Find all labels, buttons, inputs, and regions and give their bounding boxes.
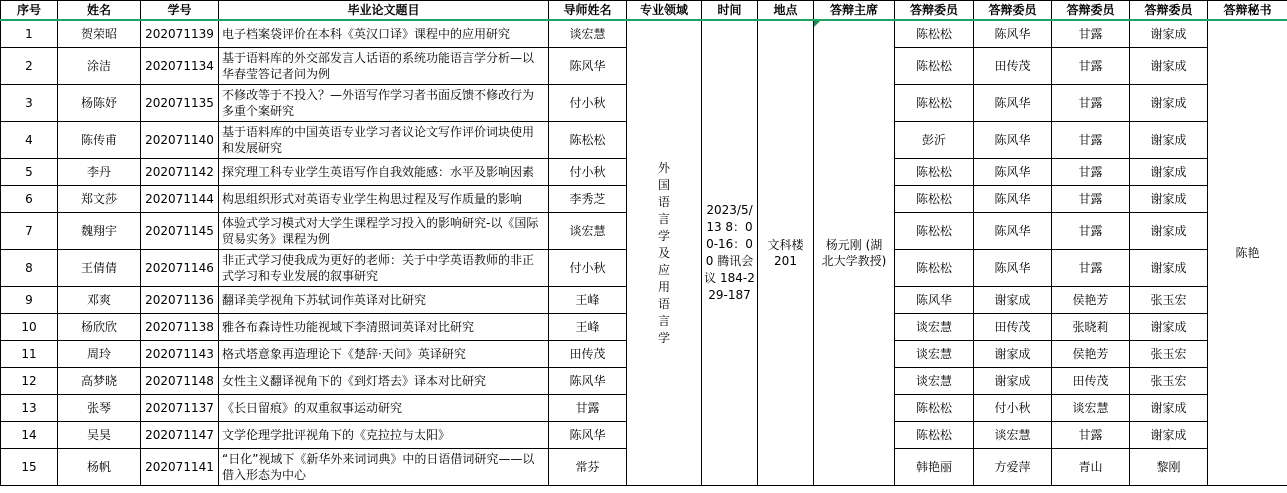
cell-committee-2[interactable]: 谢家成 xyxy=(974,341,1052,368)
cell-committee-4[interactable]: 谢家成 xyxy=(1130,186,1208,213)
cell-seq[interactable]: 4 xyxy=(1,122,58,159)
cell-name[interactable]: 杨陈妤 xyxy=(58,85,141,122)
cell-seq[interactable]: 2 xyxy=(1,48,58,85)
cell-advisor[interactable]: 王峰 xyxy=(549,287,627,314)
cell-time[interactable]: 2023/5/13 8：00-16：00 腾讯会议 184-229-187 xyxy=(702,20,758,486)
cell-student-id[interactable]: 202071135 xyxy=(141,85,219,122)
cell-committee-3[interactable]: 张晓莉 xyxy=(1052,314,1130,341)
field-vertical-text[interactable]: 外国语言学及应用语言学 xyxy=(658,160,671,345)
cell-advisor[interactable]: 谈宏慧 xyxy=(549,213,627,250)
cell-committee-1[interactable]: 谈宏慧 xyxy=(895,341,974,368)
cell-committee-4[interactable]: 谢家成 xyxy=(1130,314,1208,341)
cell-student-id[interactable]: 202071146 xyxy=(141,250,219,287)
cell-chair[interactable] xyxy=(814,20,895,486)
cell-name[interactable]: 李丹 xyxy=(58,159,141,186)
cell-student-id[interactable]: 202071148 xyxy=(141,368,219,395)
cell-advisor[interactable]: 陈风华 xyxy=(549,368,627,395)
cell-seq[interactable]: 15 xyxy=(1,449,58,486)
header-committee-1[interactable]: 答辩委员 xyxy=(895,1,974,21)
header-seq[interactable]: 序号 xyxy=(1,1,58,21)
cell-committee-2[interactable]: 陈风华 xyxy=(974,20,1052,48)
cell-thesis-title[interactable]: 不修改等于不投入？—外语写作学习者书面反馈不修改行为多重个案研究 xyxy=(219,85,549,122)
cell-thesis-title[interactable]: 翻译美学视角下苏轼词作英译对比研究 xyxy=(219,287,549,314)
cell-seq[interactable]: 8 xyxy=(1,250,58,287)
cell-seq[interactable]: 10 xyxy=(1,314,58,341)
cell-advisor[interactable]: 谈宏慧 xyxy=(549,20,627,48)
cell-committee-1[interactable]: 陈松松 xyxy=(895,85,974,122)
cell-name[interactable]: 王倩倩 xyxy=(58,250,141,287)
cell-committee-1[interactable]: 陈松松 xyxy=(895,20,974,48)
cell-committee-4[interactable]: 张玉宏 xyxy=(1130,368,1208,395)
cell-committee-4[interactable]: 谢家成 xyxy=(1130,20,1208,48)
cell-seq[interactable]: 1 xyxy=(1,20,58,48)
cell-advisor[interactable]: 陈风华 xyxy=(549,422,627,449)
cell-thesis-title[interactable]: 女性主义翻译视角下的《到灯塔去》译本对比研究 xyxy=(219,368,549,395)
cell-committee-1[interactable]: 陈松松 xyxy=(895,422,974,449)
cell-committee-4[interactable]: 谢家成 xyxy=(1130,395,1208,422)
cell-name[interactable]: 涂洁 xyxy=(58,48,141,85)
cell-committee-1[interactable]: 谈宏慧 xyxy=(895,314,974,341)
cell-committee-4[interactable]: 谢家成 xyxy=(1130,122,1208,159)
cell-advisor[interactable]: 付小秋 xyxy=(549,85,627,122)
header-thesis-title[interactable]: 毕业论文题目 xyxy=(219,1,549,21)
cell-committee-4[interactable]: 黎刚 xyxy=(1130,449,1208,486)
cell-committee-4[interactable]: 谢家成 xyxy=(1130,422,1208,449)
cell-committee-1[interactable]: 彭沂 xyxy=(895,122,974,159)
cell-advisor[interactable]: 田传茂 xyxy=(549,341,627,368)
cell-advisor[interactable]: 付小秋 xyxy=(549,159,627,186)
cell-thesis-title[interactable]: 电子档案袋评价在本科《英汉口译》课程中的应用研究 xyxy=(219,20,549,48)
cell-committee-4[interactable]: 谢家成 xyxy=(1130,213,1208,250)
header-committee-3[interactable]: 答辩委员 xyxy=(1052,1,1130,21)
cell-student-id[interactable]: 202071139 xyxy=(141,20,219,48)
cell-committee-2[interactable]: 田传茂 xyxy=(974,48,1052,85)
cell-name[interactable]: 张琴 xyxy=(58,395,141,422)
cell-seq[interactable]: 6 xyxy=(1,186,58,213)
cell-student-id[interactable]: 202071145 xyxy=(141,213,219,250)
cell-advisor[interactable]: 王峰 xyxy=(549,314,627,341)
cell-committee-2[interactable]: 陈风华 xyxy=(974,213,1052,250)
cell-committee-3[interactable]: 青山 xyxy=(1052,449,1130,486)
cell-name[interactable]: 高梦晓 xyxy=(58,368,141,395)
cell-thesis-title[interactable]: 基于语料库的外交部发言人话语的系统功能语言学分析—以华春莹答记者问为例 xyxy=(219,48,549,85)
cell-name[interactable]: 杨欣欣 xyxy=(58,314,141,341)
cell-committee-2[interactable]: 陈风华 xyxy=(974,250,1052,287)
cell-committee-3[interactable]: 甘露 xyxy=(1052,250,1130,287)
cell-advisor[interactable]: 甘露 xyxy=(549,395,627,422)
cell-committee-2[interactable]: 陈风华 xyxy=(974,159,1052,186)
cell-comment-flag-icon xyxy=(814,21,820,27)
cell-student-id[interactable]: 202071142 xyxy=(141,159,219,186)
cell-committee-3[interactable]: 甘露 xyxy=(1052,213,1130,250)
header-student-id[interactable]: 学号 xyxy=(141,1,219,21)
cell-committee-4[interactable]: 张玉宏 xyxy=(1130,287,1208,314)
cell-committee-2[interactable]: 田传茂 xyxy=(974,314,1052,341)
cell-committee-4[interactable]: 谢家成 xyxy=(1130,250,1208,287)
cell-committee-1[interactable]: 陈松松 xyxy=(895,186,974,213)
cell-thesis-title[interactable]: 构思组织形式对英语专业学生构思过程及写作质量的影响 xyxy=(219,186,549,213)
cell-student-id[interactable]: 202071147 xyxy=(141,422,219,449)
cell-name[interactable]: 郑文莎 xyxy=(58,186,141,213)
cell-committee-3[interactable]: 甘露 xyxy=(1052,422,1130,449)
cell-thesis-title[interactable]: 雅各布森诗性功能视域下李清照词英译对比研究 xyxy=(219,314,549,341)
cell-committee-1[interactable]: 陈松松 xyxy=(895,395,974,422)
header-time[interactable]: 时间 xyxy=(702,1,758,21)
cell-secretary[interactable]: 陈艳 xyxy=(1208,20,1287,486)
cell-name[interactable]: 贺荣昭 xyxy=(58,20,141,48)
cell-location[interactable]: 文科楼201 xyxy=(758,20,814,486)
cell-advisor[interactable]: 李秀芝 xyxy=(549,186,627,213)
cell-advisor[interactable]: 付小秋 xyxy=(549,250,627,287)
cell-student-id[interactable]: 202071136 xyxy=(141,287,219,314)
cell-committee-4[interactable]: 张玉宏 xyxy=(1130,341,1208,368)
header-secretary[interactable]: 答辩秘书 xyxy=(1208,1,1287,21)
header-name[interactable]: 姓名 xyxy=(58,1,141,21)
cell-committee-2[interactable]: 方爱萍 xyxy=(974,449,1052,486)
cell-student-id[interactable]: 202071141 xyxy=(141,449,219,486)
cell-thesis-title[interactable]: 体验式学习模式对大学生课程学习投入的影响研究-以《国际贸易实务》课程为例 xyxy=(219,213,549,250)
cell-committee-3[interactable]: 甘露 xyxy=(1052,186,1130,213)
cell-committee-2[interactable]: 陈风华 xyxy=(974,85,1052,122)
cell-committee-3[interactable]: 侯艳芳 xyxy=(1052,341,1130,368)
header-row xyxy=(1,1,1287,21)
cell-thesis-title[interactable]: 非正式学习使我成为更好的老师：关于中学英语教师的非正式学习和专业发展的叙事研究 xyxy=(219,250,549,287)
header-committee-2[interactable]: 答辩委员 xyxy=(974,1,1052,21)
cell-committee-1[interactable]: 陈风华 xyxy=(895,287,974,314)
cell-name[interactable]: 杨帆 xyxy=(58,449,141,486)
chair-text[interactable]: 杨元刚 (湖北大学教授) xyxy=(821,238,887,268)
cell-thesis-title[interactable]: 《长日留痕》的双重叙事运动研究 xyxy=(219,395,549,422)
cell-name[interactable]: 周玲 xyxy=(58,341,141,368)
cell-thesis-title[interactable]: 基于语料库的中国英语专业学习者议论文写作评价词块使用和发展研究 xyxy=(219,122,549,159)
cell-advisor[interactable]: 陈松松 xyxy=(549,122,627,159)
cell-student-id[interactable]: 202071138 xyxy=(141,314,219,341)
cell-student-id[interactable]: 202071137 xyxy=(141,395,219,422)
header-row xyxy=(1,1,1287,21)
cell-name[interactable]: 吴昊 xyxy=(58,422,141,449)
cell-seq[interactable]: 3 xyxy=(1,85,58,122)
cell-name[interactable]: 魏翔宇 xyxy=(58,213,141,250)
cell-committee-2[interactable]: 陈风华 xyxy=(974,122,1052,159)
cell-advisor[interactable]: 常芬 xyxy=(549,449,627,486)
cell-student-id[interactable]: 202071143 xyxy=(141,341,219,368)
cell-committee-3[interactable]: 甘露 xyxy=(1052,159,1130,186)
cell-committee-1[interactable]: 谈宏慧 xyxy=(895,368,974,395)
cell-seq[interactable]: 9 xyxy=(1,287,58,314)
cell-committee-1[interactable]: 韩艳丽 xyxy=(895,449,974,486)
cell-student-id[interactable]: 202071134 xyxy=(141,48,219,85)
cell-committee-1[interactable]: 陈松松 xyxy=(895,250,974,287)
cell-committee-2[interactable]: 陈风华 xyxy=(974,186,1052,213)
cell-committee-3[interactable]: 甘露 xyxy=(1052,48,1130,85)
header-committee-4[interactable]: 答辩委员 xyxy=(1130,1,1208,21)
cell-seq[interactable]: 7 xyxy=(1,213,58,250)
cell-committee-4[interactable]: 谢家成 xyxy=(1130,85,1208,122)
cell-seq[interactable]: 13 xyxy=(1,395,58,422)
cell-thesis-title[interactable]: 探究理工科专业学生英语写作自我效能感：水平及影响因素 xyxy=(219,159,549,186)
header-field[interactable]: 专业领域 xyxy=(627,1,702,21)
header-location[interactable]: 地点 xyxy=(758,1,814,21)
cell-committee-1[interactable]: 陈松松 xyxy=(895,213,974,250)
cell-thesis-title[interactable]: 文学伦理学批评视角下的《克拉拉与太阳》 xyxy=(219,422,549,449)
header-advisor[interactable]: 导师姓名 xyxy=(549,1,627,21)
cell-committee-3[interactable]: 甘露 xyxy=(1052,85,1130,122)
cell-committee-3[interactable]: 甘露 xyxy=(1052,122,1130,159)
cell-thesis-title[interactable]: 格式塔意象再造理论下《楚辞·天问》英译研究 xyxy=(219,341,549,368)
cell-seq[interactable]: 5 xyxy=(1,159,58,186)
cell-committee-4[interactable]: 谢家成 xyxy=(1130,159,1208,186)
cell-committee-3[interactable]: 甘露 xyxy=(1052,20,1130,48)
cell-committee-2[interactable]: 谈宏慧 xyxy=(974,422,1052,449)
cell-committee-1[interactable]: 陈松松 xyxy=(895,159,974,186)
cell-name[interactable]: 陈传甫 xyxy=(58,122,141,159)
cell-committee-1[interactable]: 陈松松 xyxy=(895,48,974,85)
cell-committee-3[interactable]: 侯艳芳 xyxy=(1052,287,1130,314)
cell-name[interactable]: 邓爽 xyxy=(58,287,141,314)
cell-thesis-title[interactable]: “日化”视域下《新华外来词词典》中的日语借词研究——以借入形态为中心 xyxy=(219,449,549,486)
cell-student-id[interactable]: 202071144 xyxy=(141,186,219,213)
cell-committee-4[interactable]: 谢家成 xyxy=(1130,48,1208,85)
cell-committee-2[interactable]: 谢家成 xyxy=(974,287,1052,314)
cell-student-id[interactable]: 202071140 xyxy=(141,122,219,159)
cell-committee-3[interactable]: 谈宏慧 xyxy=(1052,395,1130,422)
cell-seq[interactable]: 14 xyxy=(1,422,58,449)
cell-seq[interactable]: 11 xyxy=(1,341,58,368)
cell-committee-2[interactable]: 谢家成 xyxy=(974,368,1052,395)
table-body xyxy=(1,20,1287,486)
cell-committee-2[interactable]: 付小秋 xyxy=(974,395,1052,422)
cell-committee-3[interactable]: 田传茂 xyxy=(1052,368,1130,395)
cell-field[interactable] xyxy=(627,20,702,486)
header-chair[interactable]: 答辩主席 xyxy=(814,1,895,21)
cell-advisor[interactable]: 陈风华 xyxy=(549,48,627,85)
cell-seq[interactable]: 12 xyxy=(1,368,58,395)
table-row xyxy=(1,20,1287,48)
